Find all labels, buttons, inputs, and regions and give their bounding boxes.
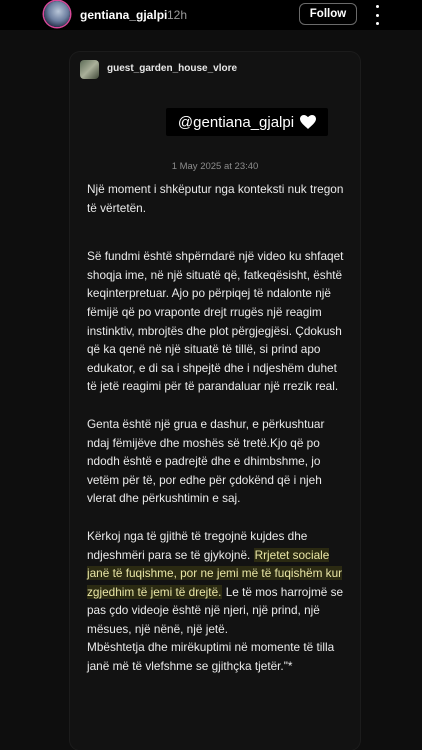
story-date: 1 May 2025 at 23:40: [171, 161, 259, 172]
shared-story-card: [70, 52, 360, 750]
heart-icon: [300, 115, 316, 129]
follow-button[interactable]: Follow: [299, 3, 357, 25]
paragraph-4-start: Kërkoj nga të gjithë të tregojnë kujdes dhe ndjeshmëri para se të gjykojnë.: [87, 528, 308, 562]
post-timestamp: 12h: [167, 8, 188, 22]
post-username[interactable]: gentiana_gjalpi: [80, 8, 168, 22]
paragraph-1: Një moment i shkëputur nga konteksti nuk tregon të vërtetën.: [87, 182, 344, 215]
paragraph-5: Mbështetja dhe mirëkuptimi në momente të tilla janë më të vlefshme se gjithçka tjetër."*: [87, 640, 335, 674]
mention-sticker[interactable]: [166, 108, 328, 136]
story-media: [0, 30, 422, 750]
paragraph-2: Së fundmi është shpërndarë një video ku shfaqet shoqja ime, në një situatë që, fatkeqësisht, është keqinterpretuar. Ajo po përpiqej të ndalonte një fëmijë që po vraponte drejt rrugës një reagim instinktiv, mbrojtës dhe plot përgjegjësi. Çdokush që ka qenë në një situatë të tillë, si prind apo edukator, e di sa i shpejtë dhe i ndjeshëm duhet të jetë reagimi për të parandaluar një rrezik real.: [87, 249, 344, 394]
paragraph-4: [87, 527, 345, 639]
story-author-avatar: [80, 60, 99, 79]
post-header: [0, 0, 422, 30]
mention-text: @gentiana_gjalpi: [177, 113, 295, 131]
paragraph-4-end: Le të mos harrojmë se pas çdo videoje është një njeri, një prind, një mësues, një nënë, një jetë.: [87, 584, 344, 636]
story-author-username: guest_garden_house_vlore: [107, 63, 238, 74]
paragraph-3: Genta është një grua e dashur, e përkushtuar ndaj fëmijëve dhe moshës së tretë.Kjo që po ndodh është e padrejtë dhe e dhimbshme, jo vetëm për të, por edhe për çdokënd që i njeh vlerat dhe përkushtimin e saj.: [87, 416, 325, 506]
story-text: [87, 180, 345, 676]
more-vertical-icon[interactable]: [370, 5, 384, 25]
avatar[interactable]: [44, 1, 70, 27]
highlighted-text: Rrjetet sociale janë të fuqishme, por ne jemi më të fuqishëm kur zgjedhim të jemi të drejtë.: [87, 547, 343, 599]
